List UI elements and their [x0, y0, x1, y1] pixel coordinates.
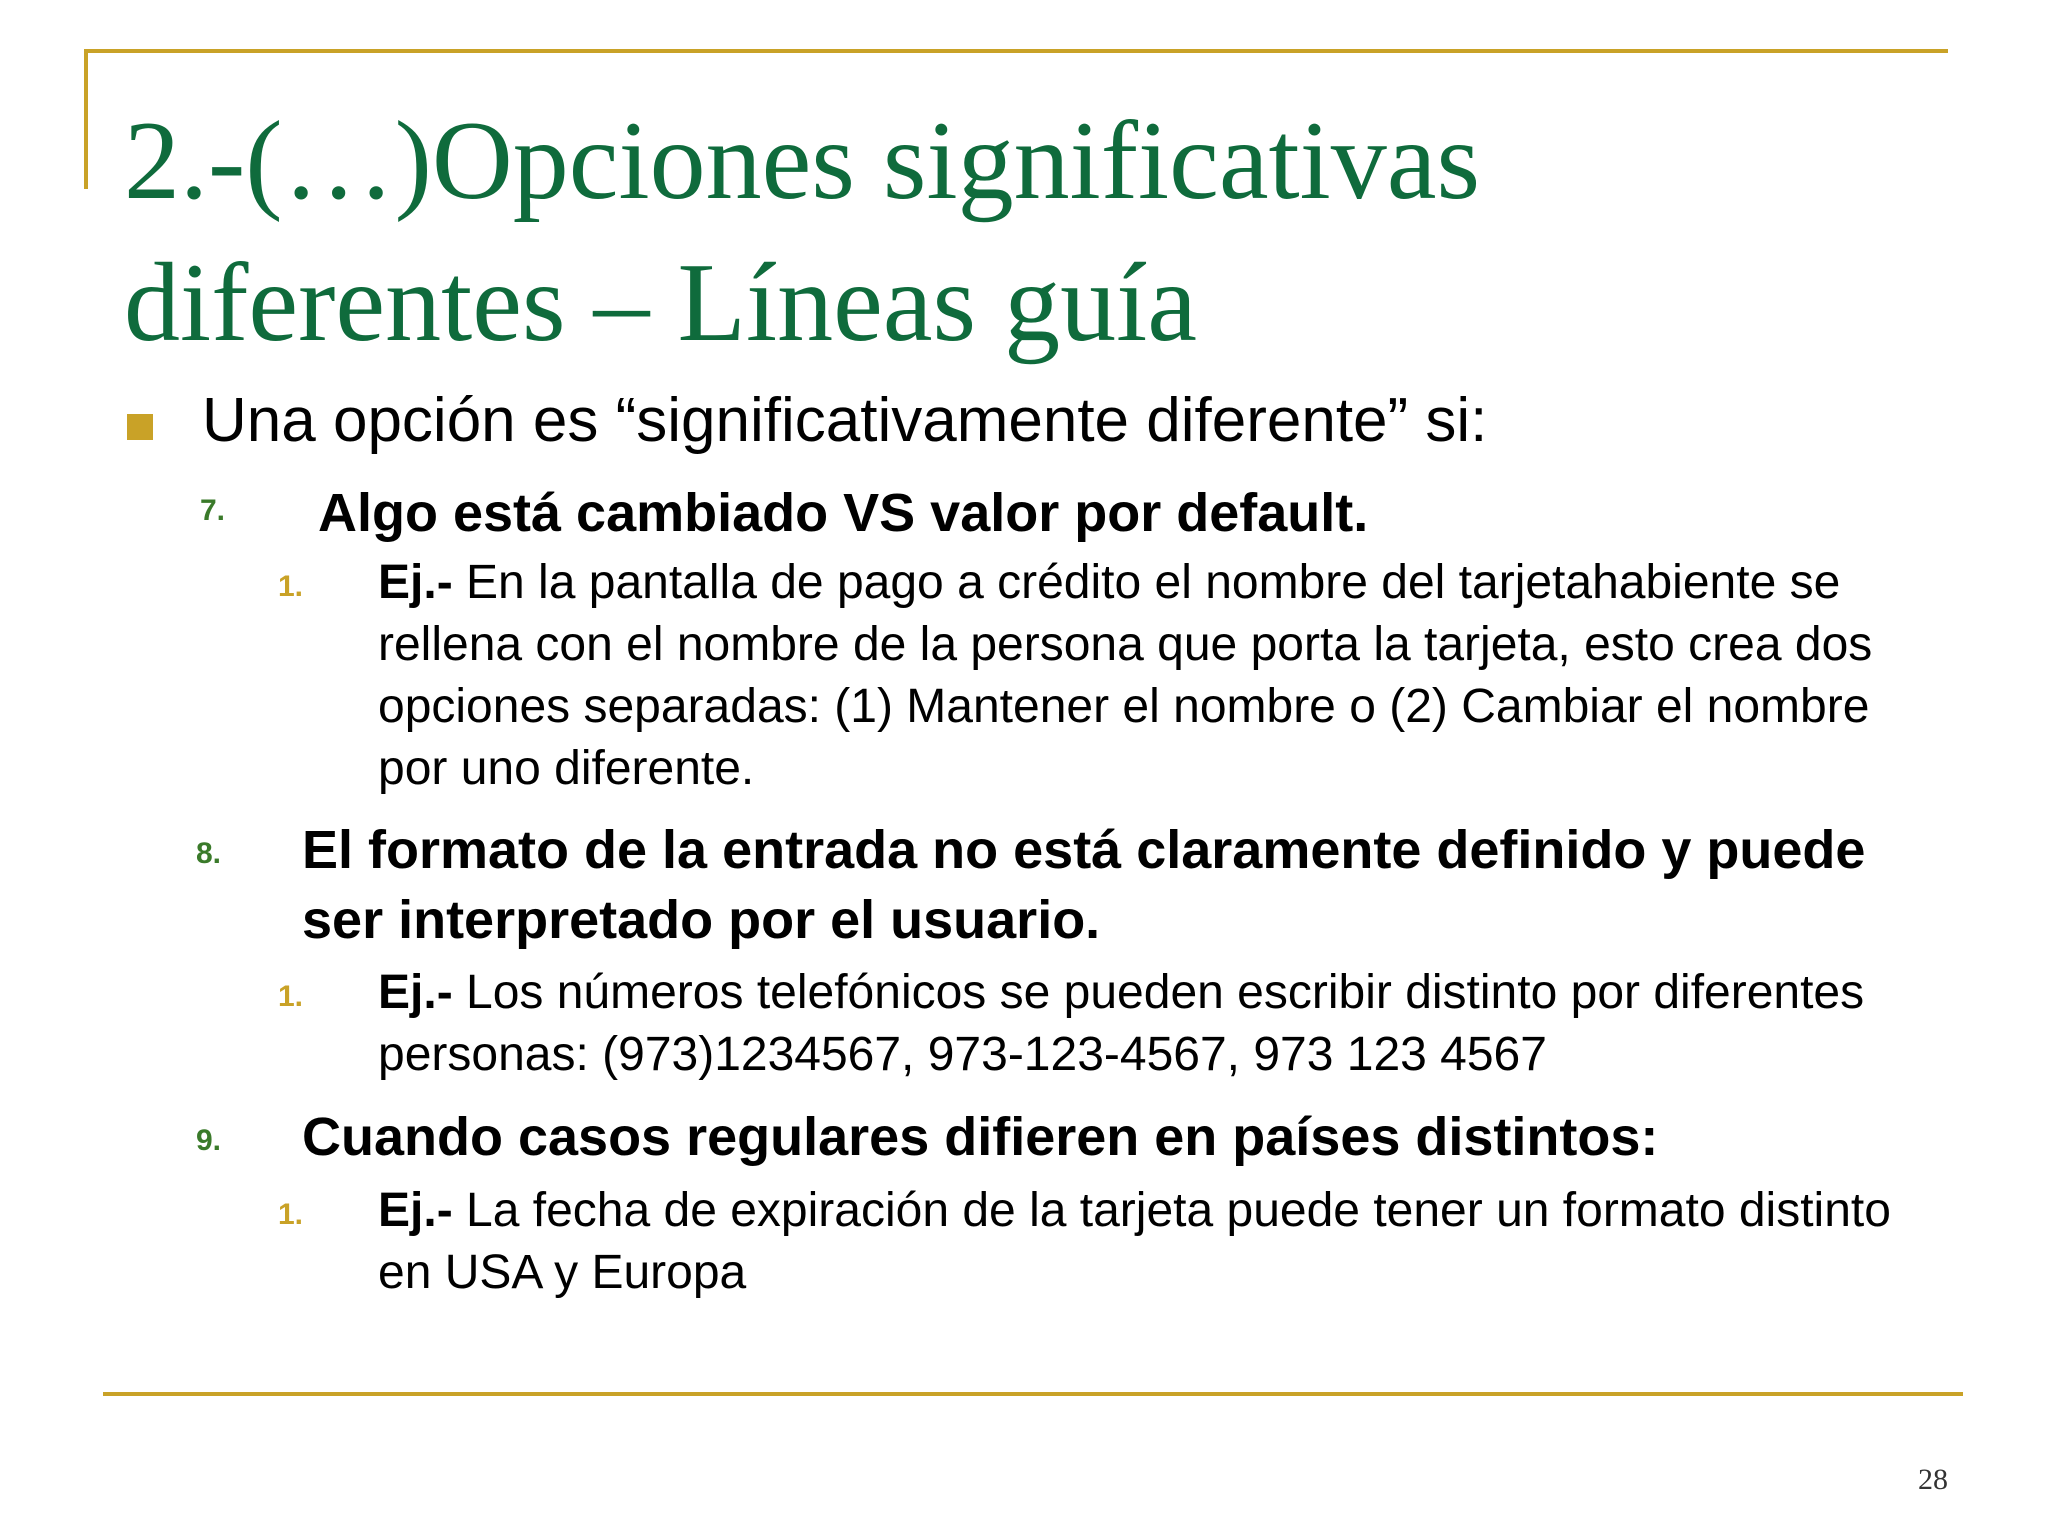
example-number: 1. — [278, 1198, 304, 1231]
square-bullet-icon — [127, 414, 153, 440]
example-text — [378, 962, 1978, 1086]
example-text — [378, 1180, 1938, 1304]
list-number: 8. — [196, 837, 222, 870]
page-number: 28 — [1918, 1463, 1948, 1496]
list-number: 9. — [196, 1124, 222, 1157]
left-rule — [84, 49, 88, 189]
list-item-text: El formato de la entrada no está claramente definido y puede ser interpretado por el usuario. — [302, 820, 1866, 950]
example-prefix: Ej.- — [378, 966, 453, 1019]
example-prefix: Ej.- — [378, 556, 453, 609]
example-number: 1. — [278, 570, 304, 603]
example-body: La fecha de expiración de la tarjeta puede tener un formato distinto en USA y Europa — [378, 1184, 1891, 1299]
slide-title: 2.-(…)Opciones significativas diferentes – Líneas guía — [124, 99, 1481, 365]
example-body: Los números telefónicos se pueden escribir distinto por diferentes personas: (973)1234567, 973-123-4567, 973 123 4567 — [378, 966, 1865, 1081]
main-bullet-text: Una opción es “significativamente diferente” si: — [202, 386, 1488, 455]
list-item-text: Cuando casos regulares difieren en países distintos: — [302, 1107, 1659, 1167]
list-item-text: Algo está cambiado VS valor por default. — [318, 483, 1369, 543]
example-text — [378, 552, 1938, 800]
list-number: 7. — [200, 494, 226, 527]
bottom-rule — [103, 1392, 1963, 1396]
example-body: En la pantalla de pago a crédito el nombre del tarjetahabiente se rellena con el nombre de la persona que porta la tarjeta, esto crea dos opciones separadas: (1) Mantener el nombre o (2) Cambiar el nombre por uno diferente. — [378, 556, 1873, 795]
example-prefix: Ej.- — [378, 1184, 453, 1237]
example-number: 1. — [278, 980, 304, 1013]
top-rule — [84, 49, 1948, 53]
